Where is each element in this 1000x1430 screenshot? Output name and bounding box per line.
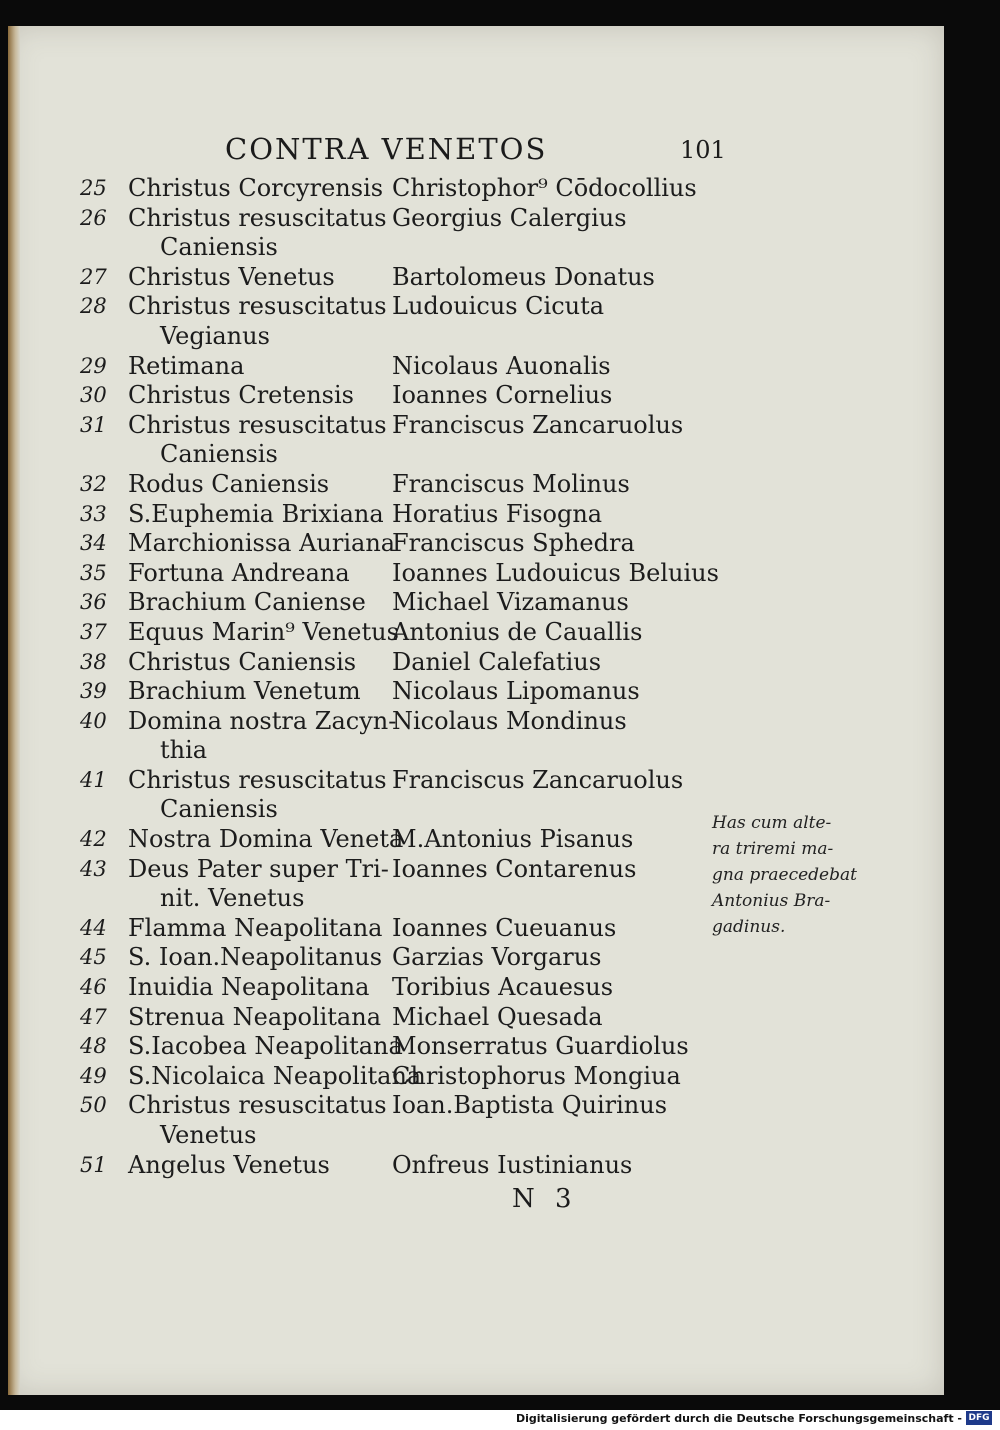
ship-name: S.Iacobea Neapolitana	[128, 1032, 403, 1061]
ship-name: thia	[160, 736, 208, 765]
captain-name: Horatius Fisogna	[392, 499, 603, 528]
list-item	[0, 736, 1000, 766]
list-item	[0, 559, 1000, 589]
entry-number: 45	[80, 945, 107, 970]
list-item	[0, 1121, 1000, 1151]
captain-name: Ioannes Contarenus	[392, 854, 637, 883]
captain-name: Bartolomeus Donatus	[392, 262, 655, 291]
captain-name: Christophor⁹ Cōdocollius	[392, 174, 697, 202]
ship-name: Christus Caniensis	[128, 647, 357, 676]
entry-number: 38	[80, 649, 107, 674]
entry-number: 27	[80, 264, 107, 289]
marginal-note	[712, 810, 857, 940]
running-title: CONTRA VENETOS	[225, 132, 548, 166]
list-item	[0, 588, 1000, 618]
entry-number: 41	[80, 767, 107, 792]
ship-name: Equus Marin⁹ Venetus	[128, 617, 399, 646]
entry-number: 31	[80, 412, 107, 437]
captain-name: Franciscus Molinus	[392, 469, 630, 498]
entry-number: 50	[80, 1093, 107, 1118]
list-item	[0, 1032, 1000, 1062]
ship-name: Christus resuscitatus	[128, 292, 387, 321]
ship-name: Angelus Venetus	[128, 1150, 330, 1179]
list-item	[0, 914, 1000, 944]
signature-mark: N 3	[512, 1184, 578, 1214]
ship-name: Strenua Neapolitana	[128, 1002, 382, 1031]
ship-name: S.Euphemia Brixiana	[128, 499, 384, 528]
list-item	[0, 1091, 1000, 1121]
marginal-note-line: gna praecedebat	[712, 865, 857, 885]
list-item	[0, 529, 1000, 559]
ship-name: Christus Cretensis	[128, 381, 354, 410]
ship-name: Flamma Neapolitana	[128, 913, 383, 942]
entry-number: 30	[80, 383, 107, 408]
captain-name: Nicolaus Lipomanus	[392, 677, 640, 706]
marginal-note-line: gadinus.	[712, 917, 786, 937]
entry-number: 28	[80, 294, 107, 319]
list-item	[0, 973, 1000, 1003]
captain-name: Monserratus Guardiolus	[392, 1032, 689, 1061]
marginal-note-line: ra triremi ma-	[712, 839, 834, 859]
ship-name: Nostra Domina Veneta	[128, 825, 404, 854]
captain-name: Ioannes Cueuanus	[392, 913, 617, 942]
running-head	[0, 132, 1000, 172]
captain-name: Daniel Calefatius	[392, 647, 602, 676]
list-item	[0, 411, 1000, 441]
captain-name: Ioannes Cornelius	[392, 381, 613, 410]
list-item	[0, 500, 1000, 530]
entry-number: 25	[80, 176, 107, 200]
list-item	[0, 766, 1000, 796]
list-item	[0, 677, 1000, 707]
entry-number: 35	[80, 560, 107, 585]
entry-number: 48	[80, 1034, 107, 1059]
captain-name: Franciscus Zancaruolus	[392, 765, 684, 794]
list-item	[0, 795, 1000, 825]
ship-name: Christus Corcyrensis	[128, 174, 384, 202]
ship-name: S.Nicolaica Neapolitana	[128, 1061, 422, 1090]
digitization-credit: Digitalisierung gefördert durch die Deutsche Forschungsgemeinschaft -	[515, 1412, 962, 1425]
list-item	[0, 174, 1000, 204]
captain-name: Georgius Calergius	[392, 203, 627, 232]
entry-number: 39	[80, 679, 107, 704]
ship-name: S. Ioan.Neapolitanus	[128, 943, 383, 972]
captain-name: Michael Quesada	[392, 1002, 603, 1031]
ship-name: Brachium Caniense	[128, 588, 366, 617]
entry-number: 29	[80, 353, 107, 378]
entry-number: 44	[80, 915, 107, 940]
list-item	[0, 292, 1000, 322]
captain-name: Nicolaus Mondinus	[392, 706, 627, 735]
list-item	[0, 322, 1000, 352]
captain-name: Onfreus Iustinianus	[392, 1150, 633, 1179]
ship-name: Christus Venetus	[128, 262, 335, 291]
entry-number: 49	[80, 1063, 107, 1088]
list-item	[0, 263, 1000, 293]
captain-name: M.Antonius Pisanus	[392, 825, 634, 854]
list-item	[0, 233, 1000, 263]
ship-name: Christus resuscitatus	[128, 765, 387, 794]
list-item	[0, 618, 1000, 648]
captain-name: Christophorus Mongiua	[392, 1061, 681, 1090]
ship-name: Caniensis	[160, 440, 278, 469]
captain-name: Nicolaus Auonalis	[392, 351, 611, 380]
marginal-note-line: Has cum alte-	[712, 813, 832, 833]
ship-name: Rodus Caniensis	[128, 469, 330, 498]
ship-name: Deus Pater super Tri-	[128, 854, 389, 883]
page-number: 101	[680, 136, 726, 164]
list-item	[0, 204, 1000, 234]
entry-number: 32	[80, 471, 107, 496]
entry-number: 46	[80, 975, 107, 1000]
ship-name: Brachium Venetum	[128, 677, 361, 706]
list-item	[0, 884, 1000, 914]
captain-name: Franciscus Zancaruolus	[392, 410, 684, 439]
captain-name: Toribius Acauesus	[392, 973, 614, 1002]
ship-name: Vegianus	[160, 321, 270, 350]
entry-number: 42	[80, 827, 107, 852]
entry-number: 34	[80, 531, 107, 556]
ship-name: Domina nostra Zacyn-	[128, 706, 397, 735]
entry-number: 40	[80, 708, 107, 733]
ship-name: Caniensis	[160, 795, 278, 824]
ship-name: Retimana	[128, 351, 245, 380]
captain-name: Garzias Vorgarus	[392, 943, 602, 972]
ship-name: Christus resuscitatus	[128, 410, 387, 439]
list-item	[0, 1062, 1000, 1092]
captain-name: Ioan.Baptista Quirinus	[392, 1091, 668, 1120]
list-item	[0, 1151, 1000, 1181]
list-item	[0, 648, 1000, 678]
ship-name: Venetus	[160, 1121, 257, 1149]
ship-name: Fortuna Andreana	[128, 558, 350, 587]
list-item	[0, 825, 1000, 855]
list-item	[0, 470, 1000, 500]
marginal-note-line: Antonius Bra-	[712, 891, 831, 911]
entry-number: 51	[80, 1152, 107, 1177]
list-item	[0, 707, 1000, 737]
entry-number: 33	[80, 501, 107, 526]
list-item	[0, 1003, 1000, 1033]
entry-number: 36	[80, 590, 107, 615]
ship-name: Inuidia Neapolitana	[128, 973, 370, 1002]
captain-name: Ioannes Ludouicus Beluius	[392, 558, 719, 587]
ship-name: Christus resuscitatus	[128, 1091, 387, 1120]
entry-number: 37	[80, 619, 107, 644]
ship-name: nit. Venetus	[160, 884, 305, 913]
captain-name: Antonius de Cauallis	[392, 617, 643, 646]
list-item	[0, 352, 1000, 382]
entry-number: 26	[80, 205, 107, 230]
list-item	[0, 440, 1000, 470]
captain-name: Franciscus Sphedra	[392, 529, 635, 558]
entry-number: 43	[80, 856, 107, 881]
ship-name: Caniensis	[160, 233, 278, 262]
list-item	[0, 381, 1000, 411]
captain-name: Michael Vizamanus	[392, 588, 629, 617]
captain-name: Ludouicus Cicuta	[392, 292, 605, 321]
dfg-logo: DFG	[966, 1411, 992, 1425]
ship-name: Marchionissa Auriana	[128, 529, 396, 558]
ship-name: Christus resuscitatus	[128, 203, 387, 232]
list-item	[0, 943, 1000, 973]
entry-number: 47	[80, 1004, 107, 1029]
ship-captain-list	[0, 174, 1000, 1180]
